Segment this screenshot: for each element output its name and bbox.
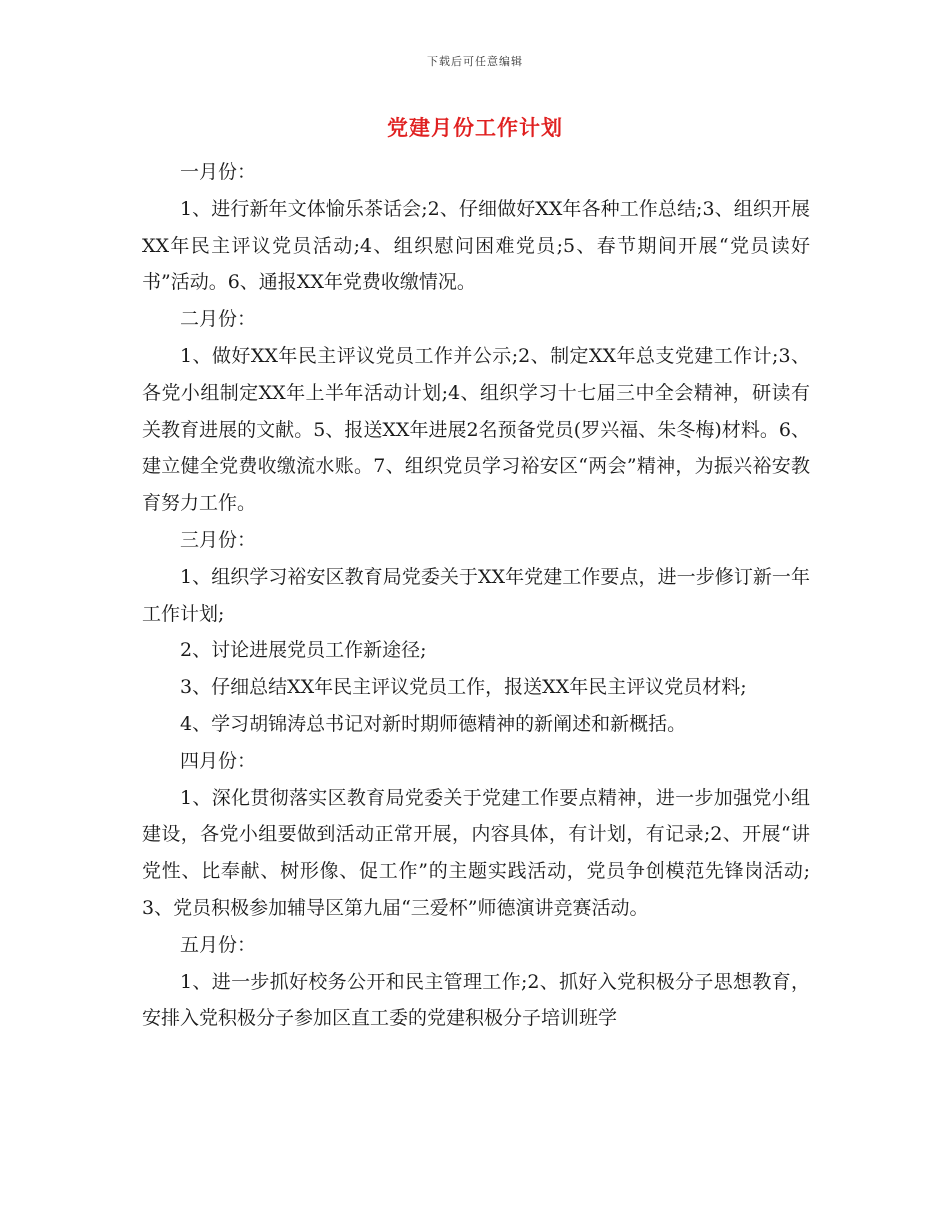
paragraph-feb-heading: 二月份： bbox=[180, 308, 257, 331]
paragraph-mar-item-4: 4、学习胡锦涛总书记对新时期师德精神的新阐述和新概括。 bbox=[180, 712, 687, 735]
paragraph-apr-heading: 四月份： bbox=[180, 749, 257, 772]
document-title: 党建月份工作计划 bbox=[387, 115, 563, 140]
paragraph-mar-heading: 三月份： bbox=[180, 528, 257, 551]
paragraph-feb-content: 1、做好XX年民主评议党员工作并公示;2、制定XX年总支党建工作计;3、各党小组制定XX年上半年活动计划;4、组织学习十七届三中全会精神，研读有关教育进展的文献。5、报送XX年进展2名预备党员(罗兴福、朱冬梅)材料。6、建立健全党费收缴流水账。7、组织党员学习裕安区“两会”精神，为振兴裕安教育努力工作。 bbox=[142, 344, 810, 515]
paragraph-jan-content: 1、进行新年文体愉乐茶话会;2、仔细做好XX年各种工作总结;3、组织开展XX年民主评议党员活动;4、组织慰问困难党员;5、春节期间开展“党员读好书”活动。6、通报XX年党费收缴情况。 bbox=[142, 197, 810, 294]
paragraph-may-content: 1、进一步抓好校务公开和民主管理工作;2、抓好入党积极分子思想教育，安排入党积极分子参加区直工委的党建积极分子培训班学 bbox=[142, 970, 810, 1030]
paragraph-may-heading: 五月份： bbox=[180, 933, 257, 956]
paragraph-mar-item-3: 3、仔细总结XX年民主评议党员工作，报送XX年民主评议党员材料; bbox=[180, 676, 747, 699]
paragraph-apr-content: 1、深化贯彻落实区教育局党委关于党建工作要点精神，进一步加强党小组建设，各党小组要做到活动正常开展，内容具体，有计划，有记录;2、开展“讲党性、比奉献、树形像、促工作”的主题实践活动，党员争创模范先锋岗活动;3、党员积极参加辅导区第九届“三爱杯”师德演讲竞赛活动。 bbox=[142, 786, 810, 919]
page-header: 下载后可任意编辑 bbox=[427, 55, 523, 68]
paragraph-jan-heading: 一月份： bbox=[180, 161, 257, 183]
paragraph-mar-item-2: 2、讨论进展党员工作新途径; bbox=[180, 639, 427, 662]
document-body bbox=[142, 154, 810, 1037]
paragraph-mar-item-1: 1、组织学习裕安区教育局党委关于XX年党建工作要点，进一步修订新一年工作计划; bbox=[142, 565, 810, 625]
